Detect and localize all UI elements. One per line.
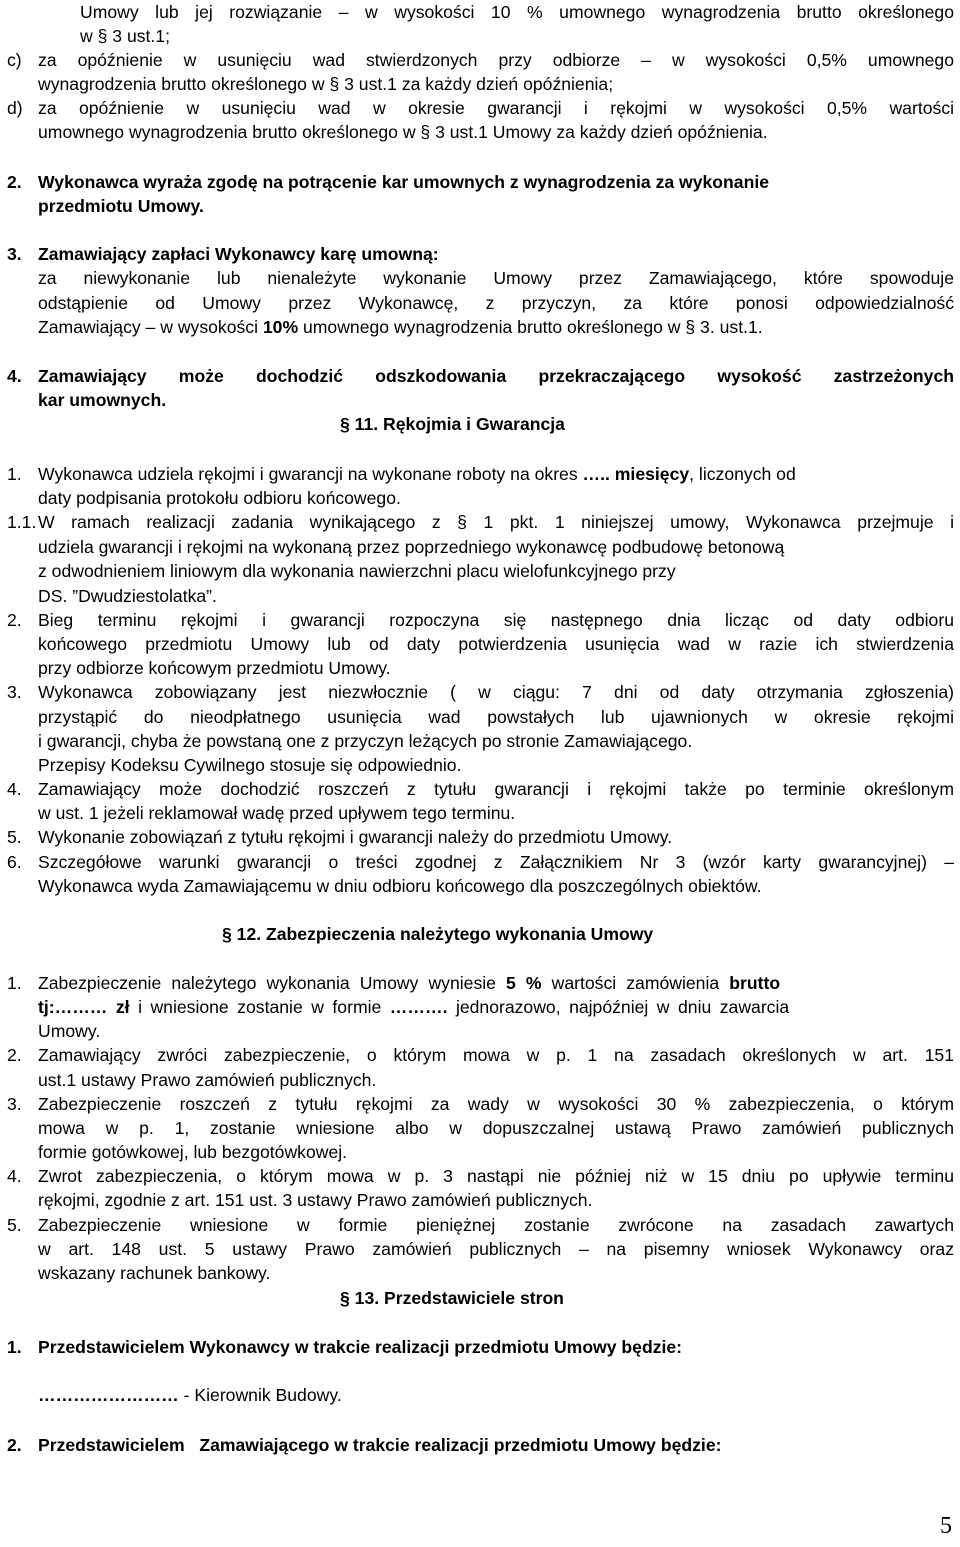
item-number: 2.	[7, 172, 22, 192]
item-number: 4.	[7, 366, 22, 386]
text-line: wskazany rachunek bankowy.	[38, 1263, 271, 1283]
text-line: przystąpić do nieodpłatnego usunięcia wad powstałych lub ujawnionych w okresie rękojmi	[38, 707, 954, 727]
item-number: 2.	[7, 1045, 22, 1065]
text-span: Zamawiający – w wysokości	[38, 317, 263, 337]
text-span: brutto	[729, 973, 781, 993]
text-span: 5 %	[506, 973, 542, 993]
item-label: d)	[7, 98, 23, 118]
item-number: 4.	[7, 1166, 22, 1186]
text-span: i wniesione zostanie w formie	[129, 997, 390, 1017]
item-number: 3.	[7, 1094, 22, 1114]
text-line: za niewykonanie lub nienależyte wykonanie Umowy przez Zamawiającego, które spowoduje	[38, 268, 954, 288]
text-line: umownego wynagrodzenia brutto określonego w § 3 ust.1 Umowy za każdy dzień opóźnienia.	[38, 122, 768, 142]
text-line: za opóźnienie w usunięciu wad stwierdzonych przy odbiorze – w wysokości 0,5% umownego	[38, 50, 954, 70]
text-line: przedmiotu Umowy.	[38, 196, 204, 216]
item-number: 3.	[7, 244, 22, 264]
text-line: końcowego przedmiotu Umowy lub od daty potwierdzenia usunięcia wad w razie ich stwierdzenia	[38, 634, 954, 654]
item-number: 2.	[7, 610, 22, 630]
text-line	[38, 971, 954, 995]
text-line: ust.1 ustawy Prawo zamówień publicznych.	[38, 1070, 377, 1090]
text-span: umownego wynagrodzenia brutto określonego w § 3. ust.1.	[298, 317, 763, 337]
text-line: Zwrot zabezpieczenia, o którym mowa w p. 3 nastąpi nie później niż w 15 dniu po upływie terminu	[38, 1166, 954, 1186]
text-line: w ust. 1 jeżeli reklamował wadę przed upływem tego terminu.	[38, 803, 516, 823]
text-line: W ramach realizacji zadania wynikającego z § 1 pkt. 1 niniejszej umowy, Wykonawca przejmuje i	[38, 512, 954, 532]
section-heading: § 11. Rękojmia i Gwarancja	[340, 414, 565, 434]
text-span: zł	[107, 997, 130, 1017]
text-span: Zabezpieczenie należytego wykonania Umowy wyniesie	[38, 973, 507, 993]
item-number: 4.	[7, 779, 22, 799]
text-line: Umowy lub jej rozwiązanie – w wysokości 10 % umownego wynagrodzenia brutto określonego	[80, 2, 954, 22]
text-line: rękojmi, zgodnie z art. 151 ust. 3 ustawy Prawo zamówień publicznych.	[38, 1190, 593, 1210]
text-line: daty podpisania protokołu odbioru końcowego.	[38, 488, 401, 508]
text-line	[38, 462, 954, 486]
text-span: 10%	[262, 317, 299, 337]
text-span: ……………………	[38, 1385, 179, 1405]
text-span: tj:………	[38, 997, 108, 1017]
item-label: c)	[7, 50, 22, 70]
text-line: Zamawiający może dochodzić roszczeń z tytułu gwarancji i rękojmi także po terminie określonym	[38, 779, 954, 799]
section-heading: § 12. Zabezpieczenia należytego wykonania Umowy	[222, 924, 654, 944]
text-line: za opóźnienie w usunięciu wad w okresie gwarancji i rękojmi w wysokości 0,5% wartości	[38, 98, 954, 118]
text-line: kar umownych.	[38, 390, 167, 410]
text-span: ….. miesięcy	[582, 464, 690, 484]
text-line: udziela gwarancji i rękojmi na wykonaną przez poprzedniego wykonawcę podbudowę betonową	[38, 537, 785, 557]
item-number: 3.	[7, 682, 22, 702]
text-line: Zamawiający może dochodzić odszkodowania przekraczającego wysokość zastrzeżonych	[38, 366, 954, 386]
text-span: ……….	[389, 997, 448, 1017]
item-number: 6.	[7, 852, 22, 872]
text-line: formie gotówkowej, lub bezgotówkowej.	[38, 1142, 348, 1162]
text-line: Przedstawicielem Wykonawcy w trakcie realizacji przedmiotu Umowy będzie:	[38, 1337, 683, 1357]
text-line: Zabezpieczenie wniesione w formie pieniężnej zostanie zwrócone na zasadach zawartych	[38, 1215, 954, 1235]
text-line: Zabezpieczenie roszczeń z tytułu rękojmi za wady w wysokości 30 % zabezpieczenia, o którym	[38, 1094, 954, 1114]
text-line	[38, 315, 763, 339]
text-line: Bieg terminu rękojmi i gwarancji rozpoczyna się następnego dnia licząc od daty odbioru	[38, 610, 954, 630]
item-number: 5.	[7, 827, 22, 847]
text-line: Wykonanie zobowiązań z tytułu rękojmi i gwarancji należy do przedmiotu Umowy.	[38, 827, 673, 847]
text-span: wartości zamówienia	[541, 973, 730, 993]
item-number: 1.1.	[7, 512, 37, 532]
text-line: Wykonawca wyda Zamawiającemu w dniu odbioru końcowego dla poszczególnych obiektów.	[38, 876, 762, 896]
page-number: 5	[940, 1513, 952, 1539]
text-line: Przepisy Kodeksu Cywilnego stosuje się odpowiednio.	[38, 755, 462, 775]
text-line: w § 3 ust.1;	[80, 26, 170, 46]
text-span: Wykonawca udziela rękojmi i gwarancji na wykonane roboty na okres	[38, 464, 583, 484]
text-span: - Kierownik Budowy.	[178, 1385, 342, 1405]
text-line: Zamawiający zwróci zabezpieczenie, o którym mowa w p. 1 na zasadach określonych w art. 151	[38, 1045, 954, 1065]
text-line	[38, 995, 954, 1019]
item-number: 1.	[7, 973, 22, 993]
text-line: Umowy.	[38, 1021, 101, 1041]
text-line: DS. ”Dwudziestolatka”.	[38, 586, 217, 606]
text-line: z odwodnieniem liniowym dla wykonania nawierzchni placu wielofunkcyjnego przy	[38, 561, 676, 581]
text-line: Przedstawicielem Zamawiającego w trakcie realizacji przedmiotu Umowy będzie:	[38, 1435, 722, 1455]
text-line: Wykonawca wyraża zgodę na potrącenie kar umownych z wynagrodzenia za wykonanie	[38, 172, 770, 192]
text-line: w art. 148 ust. 5 ustawy Prawo zamówień publicznych – na pisemny wniosek Wykonawcy oraz	[38, 1239, 954, 1259]
text-line: Wykonawca zobowiązany jest niezwłocznie ( w ciągu: 7 dni od daty otrzymania zgłoszenia)	[38, 682, 954, 702]
text-line: odstąpienie od Umowy przez Wykonawcę, z przyczyn, za które ponosi odpowiedzialność	[38, 293, 954, 313]
item-number: 5.	[7, 1215, 22, 1235]
text-line	[38, 1383, 342, 1407]
item-number: 1.	[7, 1337, 22, 1357]
item-number: 1.	[7, 464, 22, 484]
text-line: Zamawiający zapłaci Wykonawcy karę umowną:	[38, 244, 439, 264]
text-span: , liczonych od	[689, 464, 796, 484]
text-line: przy odbiorze końcowym przedmiotu Umowy.	[38, 658, 391, 678]
text-line: Szczegółowe warunki gwarancji o treści zgodnej z Załącznikiem Nr 3 (wzór karty gwarancyjnej) –	[38, 852, 954, 872]
text-span: jednorazowo, najpóźniej w dniu zawarcia	[447, 997, 790, 1017]
text-line: i gwarancji, chyba że powstaną one z przyczyn leżących po stronie Zamawiającego.	[38, 731, 693, 751]
text-line: mowa w p. 1, zostanie wniesione albo w dopuszczalnej ustawą Prawo zamówień publicznych	[38, 1118, 954, 1138]
text-line: wynagrodzenia brutto określonego w § 3 ust.1 za każdy dzień opóźnienia;	[38, 74, 614, 94]
item-number: 2.	[7, 1435, 22, 1455]
section-heading: § 13. Przedstawiciele stron	[340, 1288, 564, 1308]
